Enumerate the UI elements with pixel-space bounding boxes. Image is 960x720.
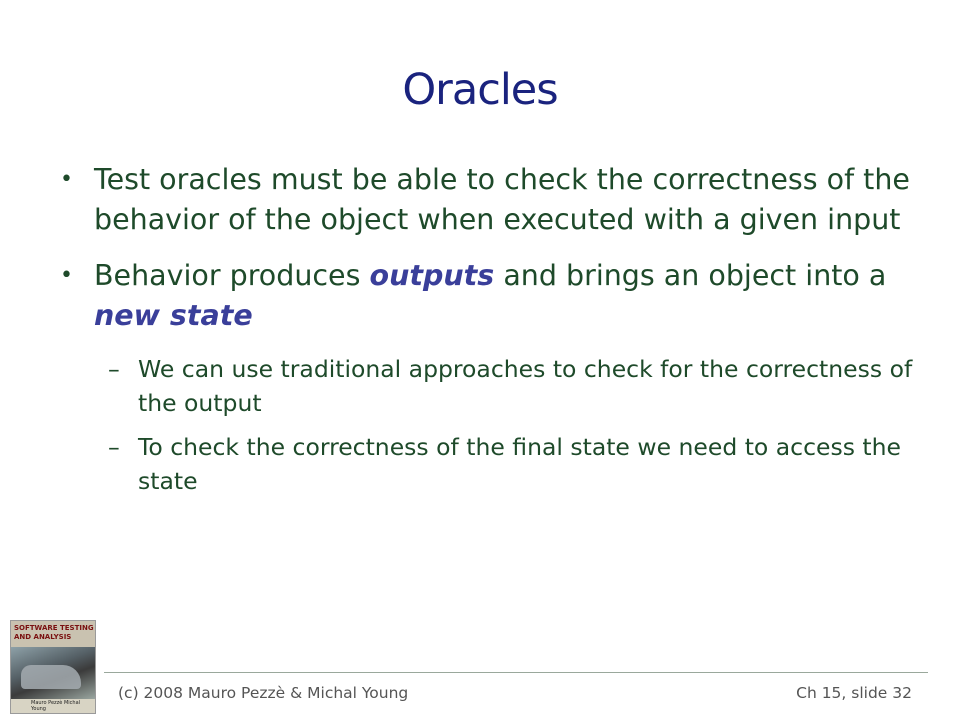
emphasis-outputs: outputs [369,259,495,292]
bullet-dot: • [60,167,73,192]
subbullet-2-text: To check the correctness of the final state we need to access the state [138,433,901,495]
book-cover-car [21,665,81,689]
sub-dash: – [108,433,120,461]
bullet-1-text: Test oracles must be able to check the correctness of the behavior of the object when executed with a given input [94,163,910,236]
bullet-dot: • [60,263,73,288]
bullet-1 [58,160,918,240]
footer-divider [104,672,928,673]
bullet-2 [58,256,918,336]
footer-copyright: (c) 2008 Mauro Pezzè & Michal Young [118,684,409,702]
bullet-2-text-a: Behavior produces [94,259,370,292]
book-cover-image [10,620,96,714]
subbullet-2 [58,430,918,498]
subbullet-1 [58,352,918,420]
sub-dash: – [108,355,120,383]
slide-body [58,160,918,508]
slide-title: Oracles [402,65,558,115]
book-cover-authors: Mauro Pezzè Michal Young [31,700,81,712]
bullet-2-text-b: and brings an object into a [494,259,887,292]
emphasis-new-state: new state [94,299,253,332]
subbullet-1-text: We can use traditional approaches to check for the correctness of the output [138,355,913,417]
book-cover-title: SOFTWARE TESTING AND ANALYSIS [14,624,94,641]
footer-slide-number: Ch 15, slide 32 [796,684,912,702]
